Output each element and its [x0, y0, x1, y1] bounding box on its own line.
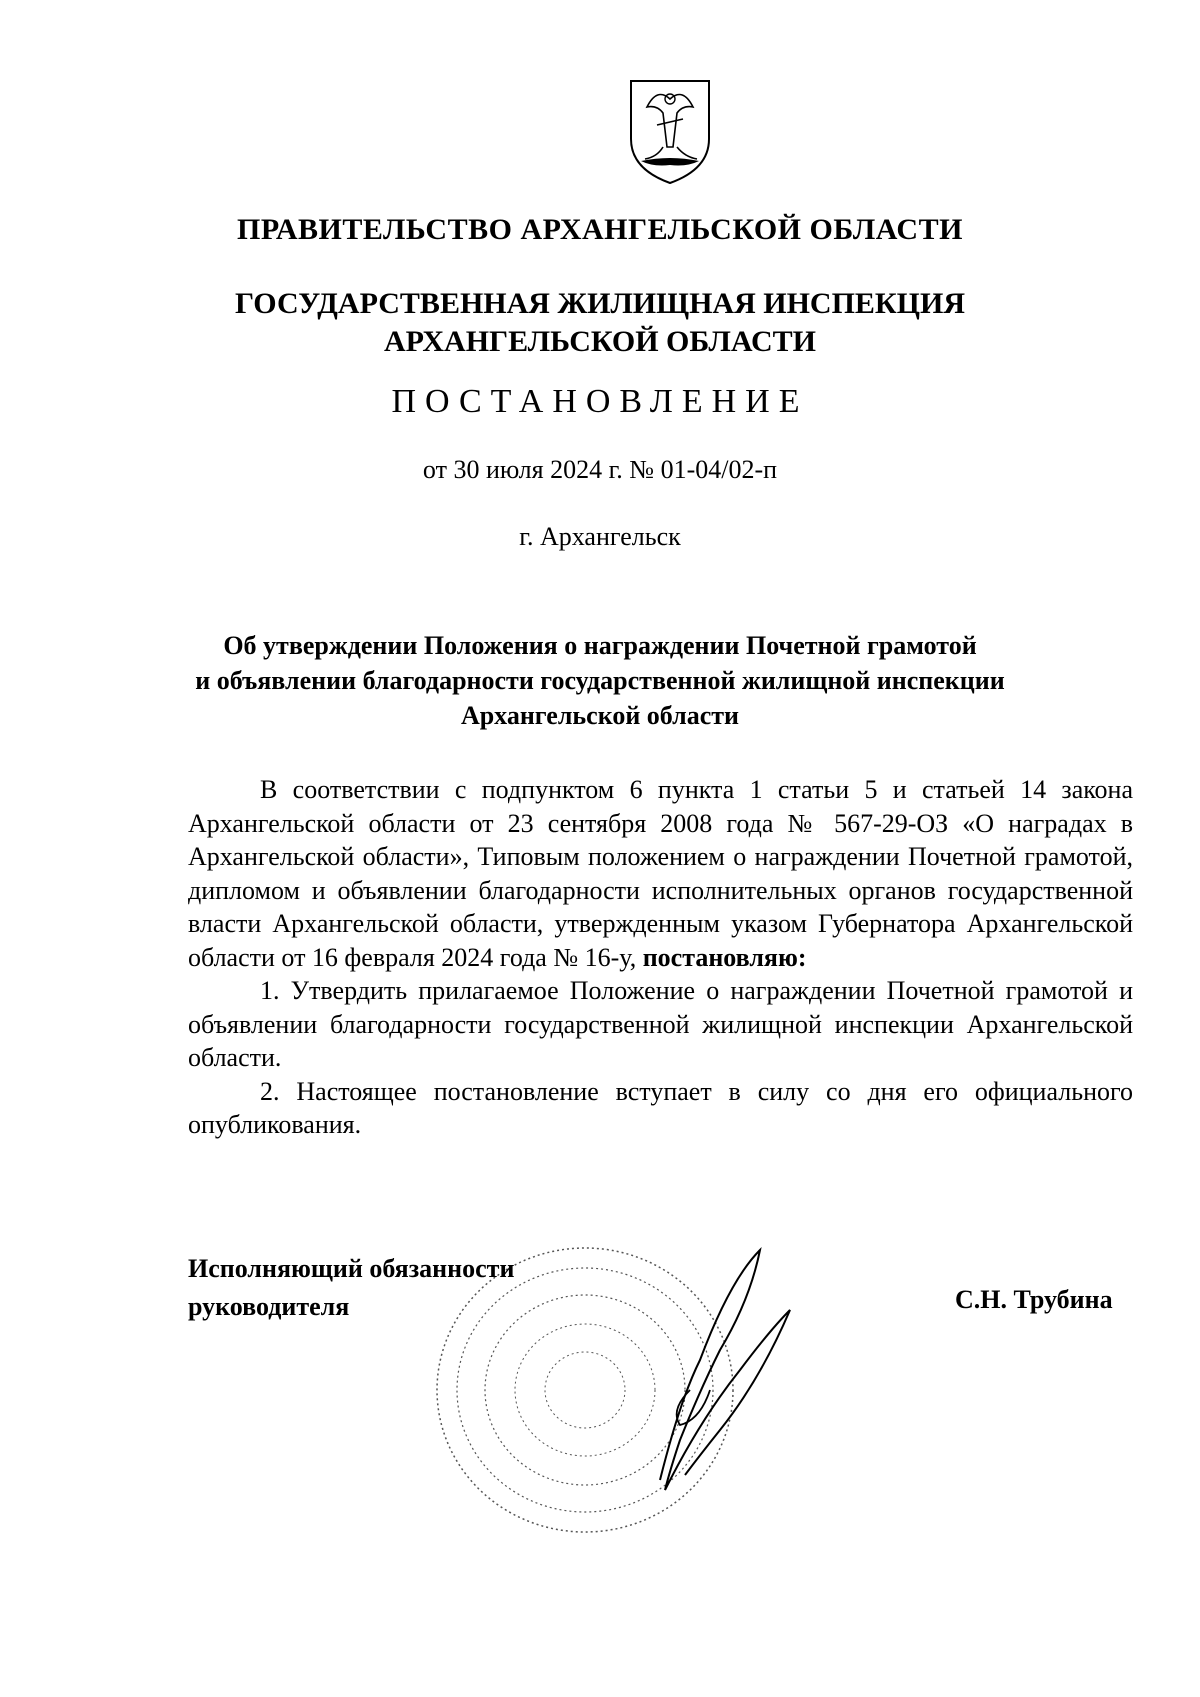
subject-line1: Об утверждении Положения о награждении Почетной грамотой	[223, 631, 977, 660]
resolve-word: постановляю:	[642, 942, 807, 972]
signatory-name: С.Н. Трубина	[955, 1285, 1113, 1314]
decree-title: ПОСТАНОВЛЕНИЕ	[391, 383, 809, 420]
preamble-text: В соответствии с подпунктом 6 пункта 1 статьи 5 и статьей 14 закона Архангельской области от 23 сентября 2008 года № 567-29-ОЗ «О наградах в Архангельской области», Типовым положением о награждении Почетной грамотой, дипломом и объявлении благодарности исполнительных органов государственной власти Архангельской области, утвержденным указом Губернатора Архангельской области от 16 февраля 2024 года № 16-у,	[188, 775, 1133, 972]
inspection-heading	[0, 285, 1200, 361]
government-heading: ПРАВИТЕЛЬСТВО АРХАНГЕЛЬСКОЙ ОБЛАСТИ	[237, 213, 963, 246]
inspection-heading-line2: АРХАНГЕЛЬСКОЙ ОБЛАСТИ	[384, 325, 816, 358]
decree-body	[188, 773, 1133, 1142]
subject-line3: Архангельской области	[460, 701, 740, 730]
decree-city: г. Архангельск	[519, 522, 681, 551]
item-2-paragraph: 2. Настоящее постановление вступает в силу со дня его официального опубликования.	[188, 1076, 1133, 1139]
coat-of-arms-emblem	[627, 77, 713, 187]
inspection-heading-line1: ГОСУДАРСТВЕННАЯ ЖИЛИЩНАЯ ИНСПЕКЦИЯ	[234, 287, 966, 320]
item-1-paragraph: 1. Утвердить прилагаемое Положение о награждении Почетной грамотой и объявлении благодарности государственной жилищной инспекции Архангельской области.	[188, 976, 1133, 1072]
preamble-paragraph	[188, 773, 1133, 974]
decree-subject	[0, 628, 1200, 733]
signatory-position	[188, 1250, 514, 1326]
signatory-position-line2: руководителя	[188, 1292, 350, 1321]
decree-date-number: от 30 июля 2024 г. № 01-04/02-п	[422, 455, 778, 484]
handwritten-signature	[640, 1240, 800, 1510]
subject-line2: и объявлении благодарности государственной жилищной инспекции	[195, 666, 1005, 695]
signatory-position-line1: Исполняющий обязанности	[188, 1254, 515, 1283]
